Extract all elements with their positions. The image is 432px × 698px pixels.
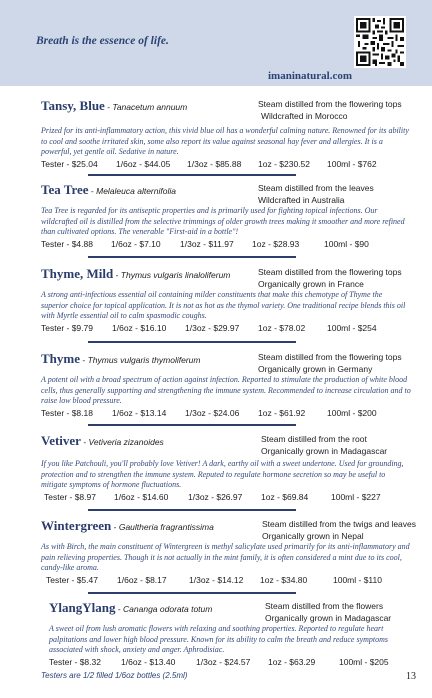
price-row	[41, 408, 421, 419]
price-tester: Tester - $8.32	[49, 656, 101, 667]
price-100ml: 100ml - $254	[327, 322, 377, 333]
oil-description: As with Birch, the main constituent of Wintergreen is methyl salicylate used primarily for its anti-inflammatory and pain relieving properties. Though it is not actually in the mint family, it is often considered a mint due to its cool, candy-like aroma.	[41, 542, 410, 572]
extraction-method: Steam distilled from the leaves	[258, 183, 374, 193]
price-1-6oz: 1/6oz - $44.05	[116, 158, 171, 169]
price-tester: Tester - $25.04	[41, 158, 98, 169]
price-1oz: 1oz - $78.02	[258, 322, 306, 333]
oil-method	[261, 433, 387, 457]
oil-origin: Organically grown in Nepal	[262, 531, 364, 541]
price-row	[49, 657, 429, 668]
price-1-3oz: 1/3oz - $26.97	[188, 491, 243, 502]
price-tester: Tester - $8.18	[41, 407, 93, 418]
price-100ml: 100ml - $762	[327, 158, 377, 169]
price-1oz: 1oz - $230.52	[258, 158, 310, 169]
oil-latin-name: Cananga odorata totum	[123, 604, 213, 614]
oil-latin-name: Vetiveria zizanoides	[88, 437, 164, 447]
oil-description: A strong anti-infectious essential oil containing milder constituents that make this chemotype of Thyme the superior choice for topical application. It is not as hot as the thymol variety. One traditional recipe blends this oil with Myrtle essential oil to calm spasmodic coughs.	[41, 290, 406, 320]
oil-method	[258, 98, 402, 122]
oil-name: Thyme	[41, 351, 80, 366]
price-100ml: 100ml - $205	[339, 656, 389, 667]
oil-entry-thyme: Thyme - Thymus vulgaris thymoliferum Steam distilled from the flowering tops Organically grown in Germany A potent oil with a broad spectrum of action against infection. Reported to stimulate the production of white blood cells, thus generally supporting and strengthening the immune system. Recommended to increase circulation and to raise low blood pressure. Tester - $8.18 1/6oz - $13.14 1/3oz - $24.06 1oz - $61.92 100ml - $200	[41, 350, 421, 419]
price-100ml: 100ml - $227	[331, 491, 381, 502]
oil-name: Thyme, Mild	[41, 266, 114, 281]
price-100ml: 100ml - $90	[324, 238, 369, 249]
price-1-3oz: 1/3oz - $11.97	[180, 238, 234, 249]
price-1-6oz: 1/6oz - $14.60	[114, 491, 169, 502]
header-banner	[0, 0, 432, 86]
price-1-3oz: 1/3oz - $29.97	[185, 322, 240, 333]
price-row	[41, 239, 421, 250]
price-row	[41, 323, 421, 334]
oil-description: A potent oil with a broad spectrum of action against infection. Reported to stimulate the production of white blood cells, thus generally supporting and strengthening the immune system. Recommended to increase circulation and to raise low blood pressure.	[41, 375, 411, 405]
page-number: 13	[406, 671, 416, 682]
extraction-method: Steam distilled from the flowering tops	[258, 99, 402, 109]
price-1-3oz: 1/3oz - $14.12	[189, 574, 244, 585]
oil-entry-wintergreen: Wintergreen - Gaultheria fragrantissima Steam distilled from the twigs and leaves Organically grown in Nepal As with Birch, the main constituent of Wintergreen is methyl salicylate used primarily for its anti-inflammatory and pain relieving properties. Though it is not actually in the mint family, it is often considered a mint due to its cool, candy-like aroma. Tester - $5.47 1/6oz - $8.17 1/3oz - $14.12 1oz - $34.80 100ml - $110	[41, 517, 421, 586]
price-row	[41, 575, 421, 586]
oil-entry-thyme-mild: Thyme, Mild - Thymus vulgaris linaloliferum Steam distilled from the flowering tops Organically grown in France A strong anti-infectious essential oil containing milder constituents that make this chemotype of Thyme the superior choice for topical application. It is not as hot as the thymol variety. One traditional recipe blends this oil with Myrtle essential oil to calm spasmodic coughs. Tester - $9.79 1/6oz - $16.10 1/3oz - $29.97 1oz - $78.02 100ml - $254	[41, 265, 421, 334]
oil-entry-ylangylang: YlangYlang - Cananga odorata totum Steam distilled from the flowers Organically grown in Madagascar A sweet oil from lush aromatic flowers with relaxing and soothing properties. Reported to regulate heart palpitations and lower high blood pressure. Known for its ability to calm the breath and reduce symptoms associated with shock, anxiety and anger. Aphrodisiac. Tester - $8.32 1/6oz - $13.40 1/3oz - $24.57 1oz - $63.29 100ml - $205	[49, 599, 429, 668]
oil-latin-name: Tanacetum annuum	[112, 102, 188, 112]
tester-note: Testers are 1/2 filled 1/6oz bottles (2.5ml)	[41, 671, 188, 680]
price-100ml: 100ml - $200	[327, 407, 377, 418]
divider	[88, 424, 296, 426]
divider	[88, 509, 296, 511]
extraction-method: Steam distilled from the twigs and leaves	[262, 519, 417, 529]
oil-latin-name: Thymus vulgaris linaloliferum	[120, 270, 231, 280]
oil-method	[265, 600, 391, 624]
oil-description: Tea Tree is regarded for its antiseptic properties and is primarily used for fighting topical infections. Our wildcrafted oil is distilled from the selective trimmings of older growth trees making it smoother and more refined than cultivated options. The venerable "First-aid in a bottle"!	[41, 206, 405, 236]
price-1oz: 1oz - $69.84	[261, 491, 309, 502]
price-tester: Tester - $9.79	[41, 322, 93, 333]
price-1-6oz: 1/6oz - $8.17	[117, 574, 167, 585]
price-row	[41, 492, 421, 503]
tagline: Breath is the essence of life.	[36, 35, 169, 47]
oil-method	[258, 182, 374, 206]
divider	[88, 592, 296, 594]
oil-description: If you like Patchouli, you'll probably love Vetiver! A dark, earthy oil with a sweet undertone. Used for grounding, protection and to strengthen the immune system. Reputed to regulate hormone secretion so may be useful to mitigate symptoms of hormone fluctuations.	[41, 459, 404, 489]
price-tester: Tester - $5.47	[46, 574, 98, 585]
oil-entry-tansy-blue: Tansy, Blue - Tanacetum annuum Steam distilled from the flowering tops Wildcrafted in Morocco Prized for its anti-inflammatory action, this vivid blue oil has a wonderful calming nature. Renowned for its ability to cool and soothe irritated skin, some also report its value against seasonal hay fever and allergies. It is a powerful, yet gentle oil. Sedative in nature. Tester - $25.04 1/6oz - $44.05 1/3oz - $85.88 1oz - $230.52 100ml - $762	[41, 97, 421, 170]
oil-origin: Organically grown in France	[258, 279, 364, 289]
oil-latin-name: Gaultheria fragrantissima	[118, 522, 214, 532]
divider	[88, 341, 296, 343]
oil-name: Tansy, Blue	[41, 98, 105, 113]
oil-origin: Wildcrafted in Australia	[258, 195, 345, 205]
oil-description: A sweet oil from lush aromatic flowers with relaxing and soothing properties. Reported to regulate heart palpitations and lower high blood pressure. Known for its ability to calm the breath and reduce symptoms associated with shock, anxiety and anger. Aphrodisiac.	[49, 624, 389, 654]
price-1-6oz: 1/6oz - $7.10	[111, 238, 161, 249]
oil-latin-name: Thymus vulgaris thymoliferum	[87, 355, 201, 365]
website-url: imaninatural.com	[268, 70, 353, 82]
price-1-3oz: 1/3oz - $85.88	[187, 158, 242, 169]
qr-code-icon	[354, 16, 406, 68]
price-1oz: 1oz - $34.80	[260, 574, 308, 585]
oil-name: Vetiver	[41, 433, 81, 448]
price-1oz: 1oz - $61.92	[258, 407, 306, 418]
oil-method	[262, 518, 416, 542]
oil-origin: Organically grown in Madagascar	[261, 446, 388, 456]
oil-name: Wintergreen	[41, 518, 112, 533]
oil-method	[258, 266, 402, 290]
oil-description: Prized for its anti-inflammatory action, this vivid blue oil has a wonderful calming nature. Renowned for its ability to cool and soothe irritated skin, some also report its value against seasonal hay fever and allergies. It is a powerful, yet gentle oil. Sedative in nature.	[41, 126, 409, 156]
oil-origin: Organically grown in Madagascar	[265, 613, 392, 623]
oil-name: Tea Tree	[41, 182, 89, 197]
oil-origin: Organically grown in Germany	[258, 364, 373, 374]
oil-origin: Wildcrafted in Morocco	[261, 111, 348, 121]
extraction-method: Steam distilled from the root	[261, 434, 367, 444]
oil-entry-vetiver: Vetiver - Vetiveria zizanoides Steam distilled from the root Organically grown in Madagascar If you like Patchouli, you'll probably love Vetiver! A dark, earthy oil with a sweet undertone. Used for grounding, protection and to strengthen the immune system. Reputed to regulate hormone secretion so may be useful to mitigate symptoms of hormone fluctuations. Tester - $8.97 1/6oz - $14.60 1/3oz - $26.97 1oz - $69.84 100ml - $227	[41, 432, 421, 503]
price-1-6oz: 1/6oz - $16.10	[112, 322, 167, 333]
price-1-3oz: 1/3oz - $24.06	[185, 407, 240, 418]
price-1-6oz: 1/6oz - $13.40	[121, 656, 176, 667]
price-1-6oz: 1/6oz - $13.14	[112, 407, 167, 418]
price-1-3oz: 1/3oz - $24.57	[196, 656, 251, 667]
extraction-method: Steam distilled from the flowering tops	[258, 267, 402, 277]
price-1oz: 1oz - $28.93	[252, 238, 300, 249]
oil-entry-tea-tree: Tea Tree - Melaleuca alternifolia Steam distilled from the leaves Wildcrafted in Australia Tea Tree is regarded for its antiseptic properties and is primarily used for fighting topical infections. Our wildcrafted oil is distilled from the selective trimmings of older growth trees making it smoother and more refined than cultivated options. The venerable "First-aid in a bottle"! Tester - $4.88 1/6oz - $7.10 1/3oz - $11.97 1oz - $28.93 100ml - $90	[41, 181, 421, 250]
oil-latin-name: Melaleuca alternifolia	[96, 186, 176, 196]
extraction-method: Steam distilled from the flowering tops	[258, 352, 402, 362]
price-1oz: 1oz - $63.29	[268, 656, 316, 667]
divider	[88, 174, 296, 176]
oil-name: YlangYlang	[49, 600, 116, 615]
divider	[88, 256, 296, 258]
price-tester: Tester - $8.97	[44, 491, 96, 502]
extraction-method: Steam distilled from the flowers	[265, 601, 384, 611]
price-100ml: 100ml - $110	[333, 574, 382, 585]
price-tester: Tester - $4.88	[41, 238, 93, 249]
price-row	[41, 159, 421, 170]
oil-method	[258, 351, 402, 375]
